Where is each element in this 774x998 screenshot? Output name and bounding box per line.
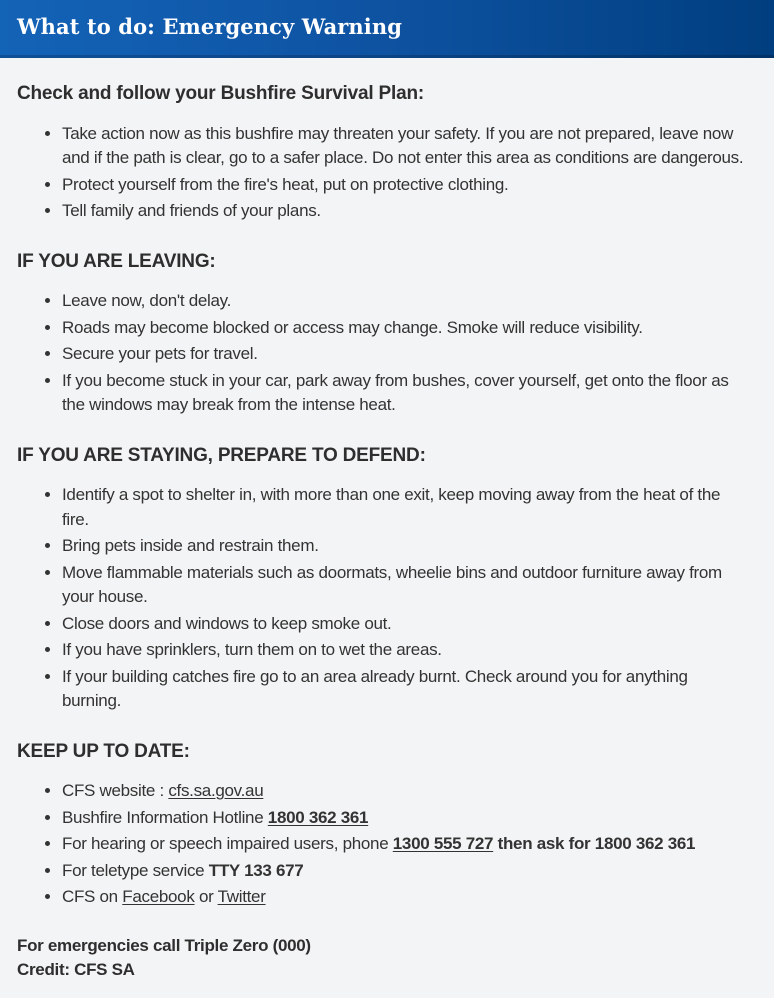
link-twitter[interactable]: Twitter xyxy=(217,887,266,907)
link-cfs-website[interactable]: cfs.sa.gov.au xyxy=(168,781,264,801)
text-run: or xyxy=(194,887,218,907)
list-item xyxy=(62,806,750,830)
list-item xyxy=(62,832,750,856)
link-bushfire-hotline[interactable]: 1800 362 361 xyxy=(267,807,369,827)
text-run: CFS website : xyxy=(62,781,169,801)
bullet-list xyxy=(17,289,750,417)
text-run: For hearing or speech impaired users, phone xyxy=(62,834,393,854)
sections-container xyxy=(17,82,750,910)
list-item xyxy=(62,638,750,662)
text-run: Leave now, don't delay. xyxy=(62,291,231,311)
text-run: TTY 133 677 xyxy=(208,860,304,880)
credit-note: Credit: CFS SA xyxy=(17,960,135,979)
text-run: Tell family and friends of your plans. xyxy=(62,201,321,221)
section-heading: IF YOU ARE LEAVING: xyxy=(17,250,216,272)
section-4 xyxy=(17,740,750,910)
list-item xyxy=(62,534,750,558)
bullet-list xyxy=(17,122,750,224)
text-run: For teletype service xyxy=(62,860,209,880)
text-run: Close doors and windows to keep smoke out. xyxy=(62,613,392,633)
text-run: Move flammable materials such as doormats, wheelie bins and outdoor furniture away from your house. xyxy=(62,562,722,607)
list-item xyxy=(62,122,750,171)
list-item xyxy=(62,173,750,197)
text-run: then ask for 1800 362 361 xyxy=(493,834,696,854)
text-run: Take action now as this bushfire may threaten your safety. If you are not prepared, leave now and if the path is clear, go to a safer place. Do not enter this area as conditions are dangerous. xyxy=(62,123,744,168)
text-run: Identify a spot to shelter in, with more than one exit, keep moving away from the heat of the fire. xyxy=(62,485,721,529)
list-item xyxy=(62,612,750,636)
list-item xyxy=(62,199,750,223)
link-relay-number[interactable]: 1300 555 727 xyxy=(392,834,494,854)
text-run: If your building catches fire go to an area already burnt. Check around you for anything burning. xyxy=(62,666,688,711)
list-item xyxy=(62,316,750,340)
content-area xyxy=(0,58,774,998)
text-run: Secure your pets for travel. xyxy=(62,344,258,364)
text-run: If you have sprinklers, turn them on to wet the areas. xyxy=(62,640,442,660)
list-item xyxy=(62,561,750,610)
list-item xyxy=(62,483,750,532)
section-heading: KEEP UP TO DATE: xyxy=(17,740,190,762)
list-item xyxy=(62,369,750,418)
text-run: Roads may become blocked or access may change. Smoke will reduce visibility. xyxy=(62,317,643,337)
bullet-list xyxy=(17,483,750,713)
list-item xyxy=(62,779,750,803)
footer xyxy=(17,934,750,983)
section-heading: Check and follow your Bushfire Survival Plan: xyxy=(17,83,424,104)
emergency-call-note: For emergencies call Triple Zero (000) xyxy=(17,935,311,955)
list-item xyxy=(62,859,750,883)
section-1 xyxy=(17,82,750,224)
list-item xyxy=(62,342,750,366)
text-run: CFS on xyxy=(62,887,123,907)
text-run: Bring pets inside and restrain them. xyxy=(62,536,319,556)
text-run: If you become stuck in your car, park away from bushes, cover yourself, get onto the floor as the windows may break from the intense heat. xyxy=(62,370,729,415)
section-3 xyxy=(17,444,750,714)
link-facebook[interactable]: Facebook xyxy=(122,887,195,907)
list-item xyxy=(62,665,750,714)
page-header xyxy=(0,0,774,58)
text-run: Protect yourself from the fire's heat, put on protective clothing. xyxy=(62,174,509,194)
text-run: Bushfire Information Hotline xyxy=(62,807,268,827)
bullet-list xyxy=(17,779,750,909)
page-title: What to do: Emergency Warning xyxy=(17,14,403,40)
section-2 xyxy=(17,250,750,418)
list-item xyxy=(62,885,750,909)
section-heading: IF YOU ARE STAYING, PREPARE TO DEFEND: xyxy=(17,444,426,466)
list-item xyxy=(62,289,750,313)
